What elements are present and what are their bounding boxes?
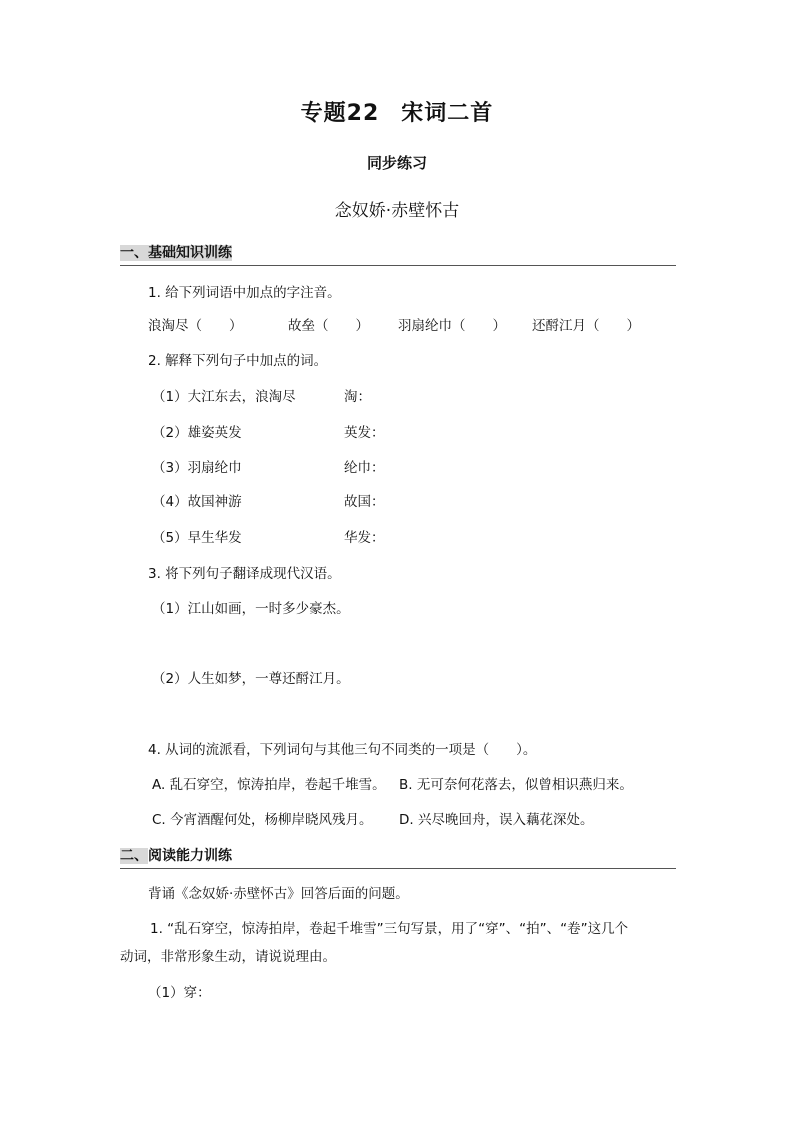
question-3-sentence: （1）江山如画，一时多少豪杰。 <box>152 601 350 617</box>
reading-question-1-line: 1. “乱石穿空，惊涛拍岸，卷起千堆雪”三句写景，用了“穿”、“拍”、“卷”这几个 <box>150 921 629 937</box>
section-heading-number: 二、 <box>120 848 148 864</box>
question-3-prompt: 3. 将下列句子翻译成现代汉语。 <box>148 566 341 582</box>
page-title <box>0 96 794 127</box>
option-a: A. 乱石穿空，惊涛拍岸，卷起千堆雪。 <box>152 777 386 793</box>
question-2-sentence: （5）早生华发 <box>152 530 242 546</box>
poem-title: 念奴娇·赤壁怀古 <box>334 201 460 221</box>
section-heading-reading <box>120 845 676 869</box>
option-c: C. 今宵酒醒何处，杨柳岸晓风残月。 <box>152 812 373 828</box>
pinyin-item: 还酹江月（ ） <box>532 318 640 334</box>
title-topic-name: 宋词二首 <box>401 101 494 126</box>
question-2-sentence: （1）大江东去，浪淘尽 <box>152 389 296 405</box>
option-d: D. 兴尽晚回舟，误入藕花深处。 <box>399 812 594 828</box>
pinyin-item: 浪淘尽（ ） <box>148 318 243 334</box>
pinyin-item: 羽扇纶巾（ ） <box>398 318 506 334</box>
reading-question-1-sub: （1）穿： <box>148 985 211 1001</box>
question-2-word: 故国： <box>344 494 385 510</box>
section-heading-basic <box>120 242 676 266</box>
page-subtitle: 同步练习 <box>366 154 427 172</box>
reading-question-1-line: 动词，非常形象生动，请说说理由。 <box>120 949 336 965</box>
question-2-word: 纶巾： <box>344 460 385 476</box>
question-2-prompt: 2. 解释下列句子中加点的词。 <box>148 353 328 369</box>
question-1-prompt: 1. 给下列词语中加点的字注音。 <box>148 285 341 301</box>
section-heading-text: 基础知识训练 <box>148 245 232 261</box>
section-heading-text: 阅读能力训练 <box>148 848 232 864</box>
reading-intro: 背诵《念奴娇·赤壁怀古》回答后面的问题。 <box>148 886 409 902</box>
question-2-sentence: （3）羽扇纶巾 <box>152 460 242 476</box>
option-b: B. 无可奈何花落去，似曾相识燕归来。 <box>399 777 633 793</box>
question-2-sentence: （2）雄姿英发 <box>152 425 242 441</box>
question-3-sentence: （2）人生如梦，一尊还酹江月。 <box>152 671 350 687</box>
question-4-prompt: 4. 从词的流派看，下列词句与其他三句不同类的一项是（ ）。 <box>148 742 537 758</box>
question-2-sentence: （4）故国神游 <box>152 494 242 510</box>
question-2-word: 淘： <box>344 389 371 405</box>
title-topic-number: 专题22 <box>300 101 380 126</box>
section-heading-number: 一、 <box>120 245 148 261</box>
question-2-word: 华发： <box>344 530 385 546</box>
pinyin-item: 故垒（ ） <box>288 318 369 334</box>
question-2-word: 英发： <box>344 425 385 441</box>
